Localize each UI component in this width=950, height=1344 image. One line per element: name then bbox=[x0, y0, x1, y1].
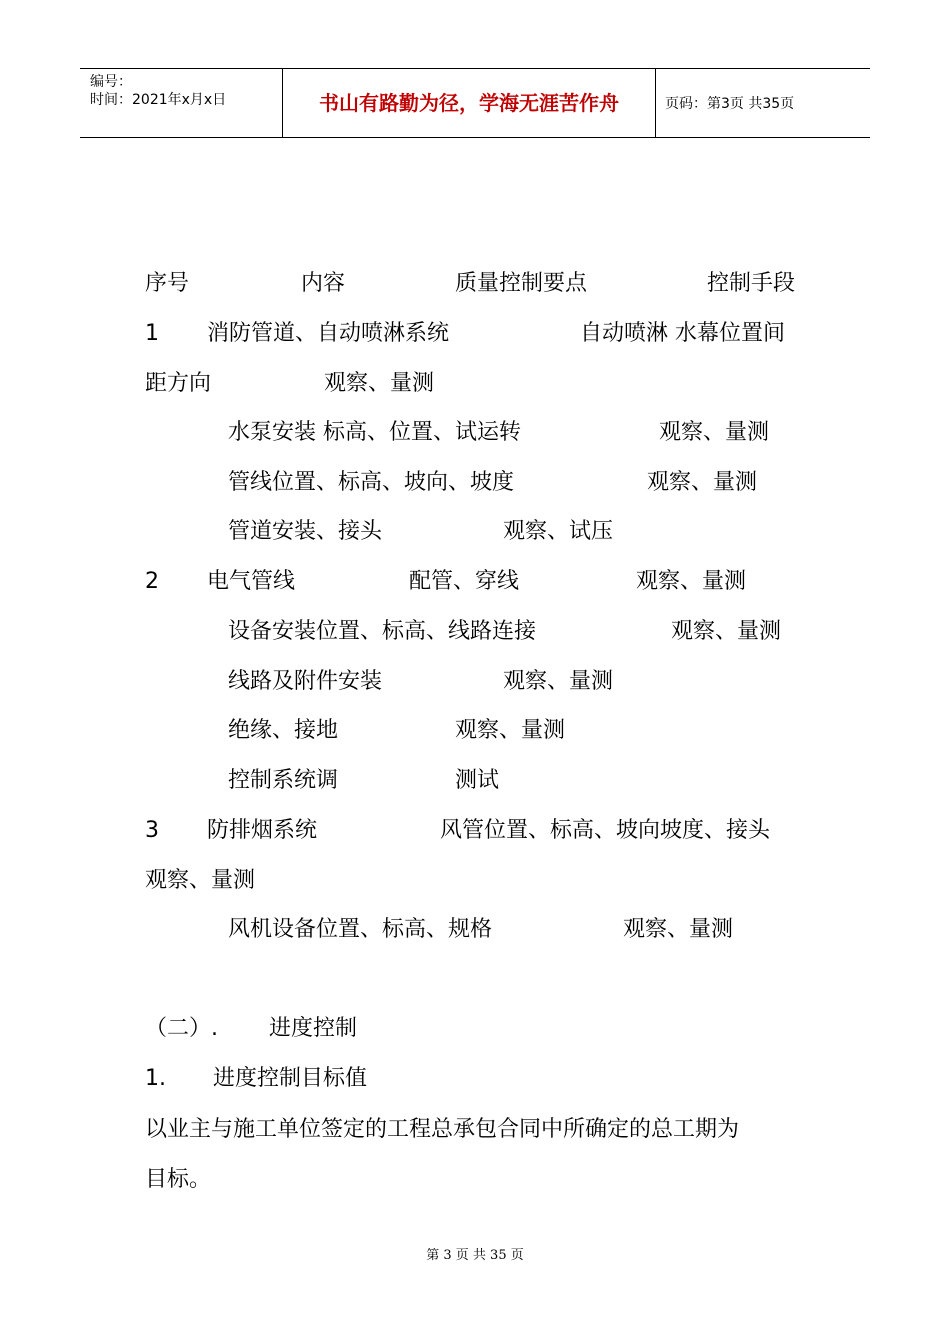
item-point: 配管、穿线 bbox=[409, 569, 520, 594]
sub-item-point: 控制系统调 bbox=[228, 768, 339, 793]
sub-item-point: 风机设备位置、标高、规格 bbox=[228, 917, 493, 942]
item-content: 电气管线 bbox=[207, 569, 296, 594]
item-number: 3 bbox=[145, 818, 159, 843]
header-meta-cell bbox=[80, 69, 282, 137]
item-content: 防排烟系统 bbox=[207, 818, 318, 843]
sub-item-point: 设备安装位置、标高、线路连接 bbox=[228, 619, 537, 644]
sub-item-point: 绝缘、接地 bbox=[228, 718, 339, 743]
page-header bbox=[80, 68, 870, 138]
column-header-no: 序号 bbox=[145, 271, 190, 296]
sub-item-method: 观察、量测 bbox=[503, 669, 614, 694]
column-header-method: 控制手段 bbox=[707, 271, 796, 296]
sub-item-point: 管道安装、接头 bbox=[228, 519, 383, 544]
sub-item-method: 观察、量测 bbox=[671, 619, 782, 644]
sub-item-method: 观察、量测 bbox=[623, 917, 734, 942]
sub-item-point: 线路及附件安装 bbox=[228, 669, 383, 694]
item-method: 观察、量测 bbox=[145, 868, 256, 893]
section-heading: 进度控制 bbox=[269, 1016, 358, 1041]
body-paragraph-line: 以业主与施工单位签定的工程总承包合同中所确定的总工期为 bbox=[145, 1117, 740, 1142]
document-time-label: 时间：2021年x月x日 bbox=[90, 92, 227, 108]
sub-item-point: 水泵安装 标高、位置、试运转 bbox=[228, 420, 521, 445]
item-point-continued: 距方向 bbox=[145, 371, 212, 396]
subheading: 进度控制目标值 bbox=[213, 1066, 368, 1091]
sub-item-method: 观察、试压 bbox=[503, 519, 614, 544]
item-content: 消防管道、自动喷淋系统 bbox=[207, 321, 450, 346]
header-page-cell bbox=[655, 69, 870, 137]
item-method: 观察、量测 bbox=[636, 569, 747, 594]
subheading-number: 1. bbox=[145, 1066, 166, 1091]
column-header-points: 质量控制要点 bbox=[455, 271, 588, 296]
item-point: 风管位置、标高、坡向坡度、接头 bbox=[440, 818, 771, 843]
header-motto: 书山有路勤为径，学海无涯苦作舟 bbox=[319, 91, 619, 115]
sub-item-method: 观察、量测 bbox=[647, 470, 758, 495]
item-number: 1 bbox=[145, 321, 159, 346]
page-footer: 第 3 页 共 35 页 bbox=[426, 1248, 524, 1263]
body-paragraph-line: 目标。 bbox=[145, 1167, 212, 1192]
column-header-content: 内容 bbox=[301, 271, 346, 296]
document-number-label: 编号： bbox=[90, 74, 132, 90]
header-page-info: 页码：第3页 共35页 bbox=[665, 96, 795, 112]
sub-item-method: 测试 bbox=[455, 768, 500, 793]
item-number: 2 bbox=[145, 569, 159, 594]
sub-item-method: 观察、量测 bbox=[455, 718, 566, 743]
item-method: 观察、量测 bbox=[324, 371, 435, 396]
section-heading-prefix: （二）. bbox=[145, 1016, 218, 1041]
header-motto-cell bbox=[282, 69, 656, 137]
sub-item-method: 观察、量测 bbox=[659, 420, 770, 445]
sub-item-point: 管线位置、标高、坡向、坡度 bbox=[228, 470, 515, 495]
item-point: 自动喷淋 水幕位置间 bbox=[580, 321, 785, 346]
